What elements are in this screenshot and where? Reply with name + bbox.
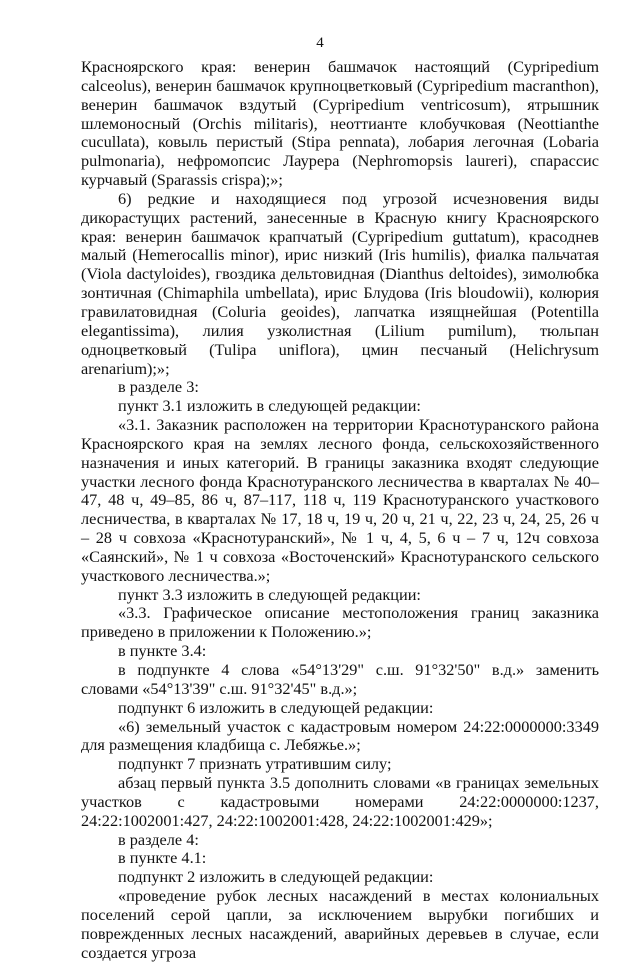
paragraph: «3.3. Графическое описание местоположения границ заказника приведено в приложении к Положению.»; [81,603,599,642]
paragraph: абзац первый пункта 3.5 дополнить словами «в границах земельных участков с кадастровыми номерами 24:22:0000000:1237, 24:22:1002001:427, 24:22:1002001:428, 24:22:1002001:429»; [81,773,599,830]
paragraph: в разделе 4: [118,829,199,849]
paragraph: 6) редкие и находящиеся под угрозой исчезновения виды дикорастущих растений, занесенные в Красную книгу Красноярского края: венерин башмачок крапчатый (Cypripedium guttatum), красоднев малый (Hemerocallis minor), ирис низкий (Iris humilis), фиалка пальчатая (Viola dactyloides), гвоздика дельтовидная (Dianthus deltoides), зимолюбка зонтичная (Chimaphila umbellata), ирис Блудова (Iris bloudowii), колюрия гравилатовидная (Coluria geoides), лапчатка изящнейшая (Potentilla elegantissima), лилия узколистная (Lilium pumilum), тюльпан одноцветковый (Tulipa uniflora), цмин песчаный (Helichrysum arenarium);»; [81,188,599,378]
paragraph: в подпункте 4 слова «54°13'29" с.ш. 91°32'50" в.д.» заменить словами «54°13'39" с.ш. 91°32'45" в.д.»; [81,660,599,698]
paragraph: подпункт 7 признать утратившим силу; [118,754,392,774]
paragraph: подпункт 6 изложить в следующей редакции: [118,697,434,717]
paragraph: «проведение рубок лесных насаждений в местах колониальных поселений серой цапли, за исключением вырубки погибших и поврежденных лесных насаждений, аварийных деревьев в случае, если создается угроза [81,886,599,962]
paragraph: в пункте 4.1: [118,848,207,868]
paragraph: «6) земельный участок с кадастровым номером 24:22:0000000:3349 для размещения кладбища с. Лебяжье.»; [81,716,599,755]
paragraph: в пункте 3.4: [118,641,207,661]
paragraph: подпункт 2 изложить в следующей редакции: [118,867,434,887]
page-number: 4 [316,35,324,51]
paragraph: «3.1. Заказник расположен на территории Краснотуранского района Красноярского края на землях лесного фонда, сельскохозяйственного назначения и иных категорий. В границы заказника входят следующие участки лесного фонда Краснотуранского лесничества в кварталах № 40–47, 48 ч, 49–85, 86 ч, 87–117, 118 ч, 119 Краснотуранского участкового лесничества, в кварталах № 17, 18 ч, 19 ч, 20 ч, 21 ч, 22, 23 ч, 24, 25, 26 ч – 28 ч совхоза «Краснотуранский», № 1 ч, 4, 5, 6 ч – 7 ч, 12ч совхоза «Саянский», № 1 ч совхоза «Восточенский» Краснотуранского сельского участкового лесничества.»; [81,415,599,585]
paragraph: пункт 3.3 изложить в следующей редакции: [118,584,421,604]
paragraph: пункт 3.1 изложить в следующей редакции: [118,396,421,416]
document-body [81,58,599,963]
paragraph: Красноярского края: венерин башмачок настоящий (Cypripedium calceolus), венерин башмачок крупноцветковый (Cypripedium macranthon), венерин башмачок вздутый (Cypripedium ventricosum), ятрышник шлемоносный (Orchis militaris), неоттианте клобучковая (Neottianthe cucullata), ковыль перистый (Stipa pennata), лобария легочная (Lobaria pulmonaria), нефромопсис Лаурера (Nephromopsis laureri), спарассис курчавый (Sparassis crispa);»; [81,57,599,190]
paragraph: в разделе 3: [118,377,199,397]
